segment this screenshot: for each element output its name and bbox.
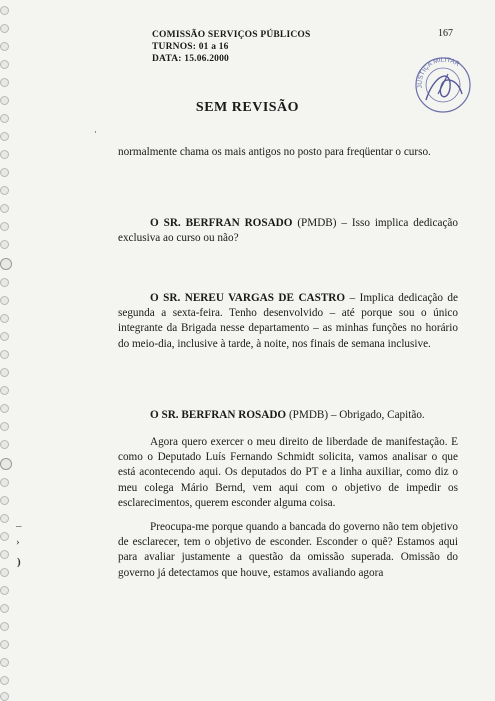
binder-hole [0, 278, 9, 287]
binder-hole [0, 6, 9, 15]
binder-hole [0, 586, 9, 595]
stamp-text: JUSTIÇA MILITAR [416, 56, 461, 89]
binder-hole [0, 24, 9, 33]
binder-hole [0, 314, 9, 323]
paragraph [118, 520, 458, 581]
binder-hole [0, 568, 9, 577]
binder-hole [0, 60, 9, 69]
binder-hole [0, 658, 9, 667]
binder-hole [0, 640, 9, 649]
margin-tick-mark: ) [17, 556, 21, 568]
binder-hole [0, 168, 9, 177]
session-date: DATA: 15.06.2000 [152, 54, 229, 64]
speaker-paragraph [118, 216, 458, 246]
speaker-name: O SR. BERFRAN ROSADO [150, 217, 293, 229]
binder-hole [0, 150, 9, 159]
speaker-paragraph [118, 408, 458, 423]
binder-hole [0, 532, 9, 541]
speaker-paragraph [118, 291, 458, 352]
paragraph-text: normalmente chama os mais antigos no posto para freqüentar o curso. [118, 146, 431, 158]
binder-hole [0, 478, 9, 487]
binder-hole [0, 550, 9, 559]
paragraph [118, 145, 458, 160]
binder-hole [0, 404, 9, 413]
committee-name: COMISSÃO SERVIÇOS PÚBLICOS [152, 30, 311, 40]
binder-hole [0, 622, 9, 631]
paragraph-text: (PMDB) – Obrigado, Capitão. [286, 409, 425, 421]
binder-hole [0, 258, 12, 270]
binder-hole [0, 676, 9, 685]
shift-range: TURNOS: 01 a 16 [152, 42, 229, 52]
document-header [152, 29, 311, 65]
speaker-name: O SR. BERFRAN ROSADO [150, 409, 287, 421]
binder-hole [0, 440, 9, 449]
margin-tick-mark: › [16, 536, 20, 548]
paragraph [118, 435, 458, 511]
paragraph-text: – Implica dedicação de segunda a sexta-feira. Tenho desenvolvido – até porque sou o único integrante da Brigada nesse departamento – as minhas funções no horário do meio-dia, inclusive à tarde, à noite, nos finais de semana inclusive. [118, 292, 458, 350]
paragraph-text: Preocupa-me porque quando a bancada do governo não tem objetivo de esclarecer, tem o objetivo de esconder. Esconder o quê? Estamos aqui para avaliar justamente a questão da omissão superada. Omissão do governo já detectamos que houve, estamos avaliando agora [118, 521, 458, 579]
binder-hole [0, 458, 12, 470]
binder-hole [0, 296, 9, 305]
page-number: 167 [438, 28, 453, 39]
paragraph-text: Agora quero exercer o meu direito de liberdade de manifestação. E como o Deputado Luís Fernando Schmidt solicita, vamos analisar o que está acontecendo aqui. Os deputados do PT e a linha auxiliar, como diz o meu colega Mário Bernd, vem aqui com o objetivo de impedir os esclarecimentos, querem esconder alguma coisa. [118, 436, 458, 509]
binder-hole [0, 186, 9, 195]
binder-hole [0, 240, 9, 249]
binder-hole [0, 386, 9, 395]
binder-hole [0, 78, 9, 87]
binder-hole [0, 514, 9, 523]
stray-mark: · [94, 127, 97, 137]
binder-hole [0, 496, 9, 505]
binder-hole [0, 368, 9, 377]
binder-hole [0, 604, 9, 613]
paragraph-text: (PMDB) – Isso implica dedicação exclusiva ao curso ou não? [118, 217, 458, 245]
binder-hole [0, 132, 9, 141]
document-title: SEM REVISÃO [195, 100, 300, 115]
binder-hole [0, 42, 9, 51]
margin-tick-mark: – [16, 520, 22, 532]
binder-hole [0, 350, 9, 359]
binder-hole [0, 204, 9, 213]
binder-hole [0, 332, 9, 341]
speaker-name: O SR. NEREU VARGAS DE CASTRO [150, 292, 346, 304]
binder-hole [0, 222, 9, 231]
binder-hole [0, 422, 9, 431]
